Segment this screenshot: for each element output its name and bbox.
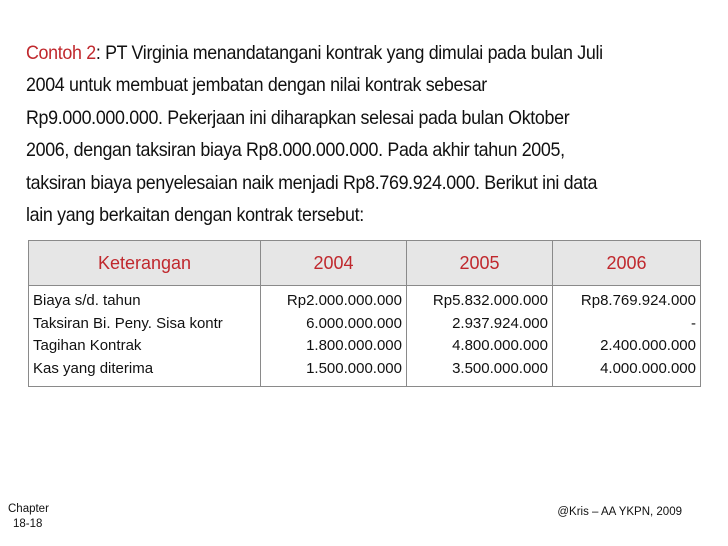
- chapter-word: Chapter: [8, 503, 49, 515]
- intro-line-1: [26, 38, 664, 70]
- chapter-number: 18-18: [13, 518, 43, 530]
- value-2006-tagihan: 2.400.000.000: [600, 337, 696, 354]
- labels-cell: [29, 286, 261, 387]
- value-2005-tagihan: 4.800.000.000: [452, 337, 548, 354]
- header-2004: 2004: [261, 241, 407, 286]
- value-2004-taksiran: 6.000.000.000: [306, 314, 402, 332]
- example-label: Contoh 2: [26, 43, 96, 64]
- row-label-tagihan: Tagihan Kontrak: [33, 337, 142, 354]
- table-header-row: [29, 241, 701, 286]
- intro-line-5: taksiran biaya penyelesaian naik menjadi Rp8.769.924.000. Berikut ini data: [26, 172, 598, 194]
- intro-line-2: 2004 untuk membuat jembatan dengan nilai kontrak sebesar: [26, 75, 487, 97]
- values-2004-cell: [261, 286, 407, 387]
- row-label-biaya: Biaya s/d. tahun: [33, 292, 141, 309]
- header-2006: 2006: [553, 241, 701, 286]
- intro-text: : PT Virginia menandatangani kontrak yang dimulai pada bulan Juli: [95, 43, 603, 64]
- intro-line-3: Rp9.000.000.000. Pekerjaan ini diharapkan selesai pada bulan Oktober: [26, 107, 570, 129]
- value-2004-tagihan: 1.800.000.000: [306, 337, 402, 354]
- values-2005-cell: [407, 286, 553, 387]
- value-2006-biaya: Rp8.769.924.000: [580, 292, 696, 309]
- table-row: [29, 286, 701, 387]
- intro-paragraph: [26, 38, 664, 232]
- chapter-label: [8, 502, 49, 532]
- intro-line-6: lain yang berkaitan dengan kontrak tersebut:: [26, 205, 364, 227]
- values-2006-cell: [553, 286, 701, 387]
- intro-line-4: 2006, dengan taksiran biaya Rp8.000.000.000. Pada akhir tahun 2005,: [26, 140, 565, 162]
- header-2005: 2005: [407, 241, 553, 286]
- value-2006-kas: 4.000.000.000: [600, 359, 696, 377]
- value-2005-biaya: Rp5.832.000.000: [432, 292, 548, 309]
- value-2005-kas: 3.500.000.000: [452, 359, 548, 377]
- value-2005-taksiran: 2.937.924.000: [452, 314, 548, 332]
- row-label-taksiran: Taksiran Bi. Peny. Sisa kontr: [33, 314, 223, 332]
- copyright-credit: @Kris – AA YKPN, 2009: [557, 506, 682, 518]
- value-2004-biaya: Rp2.000.000.000: [286, 292, 402, 309]
- contract-data-table: [28, 240, 701, 387]
- value-2004-kas: 1.500.000.000: [306, 359, 402, 377]
- header-keterangan: Keterangan: [29, 241, 261, 286]
- row-label-kas: Kas yang diterima: [33, 359, 154, 377]
- value-2006-taksiran: -: [691, 314, 696, 332]
